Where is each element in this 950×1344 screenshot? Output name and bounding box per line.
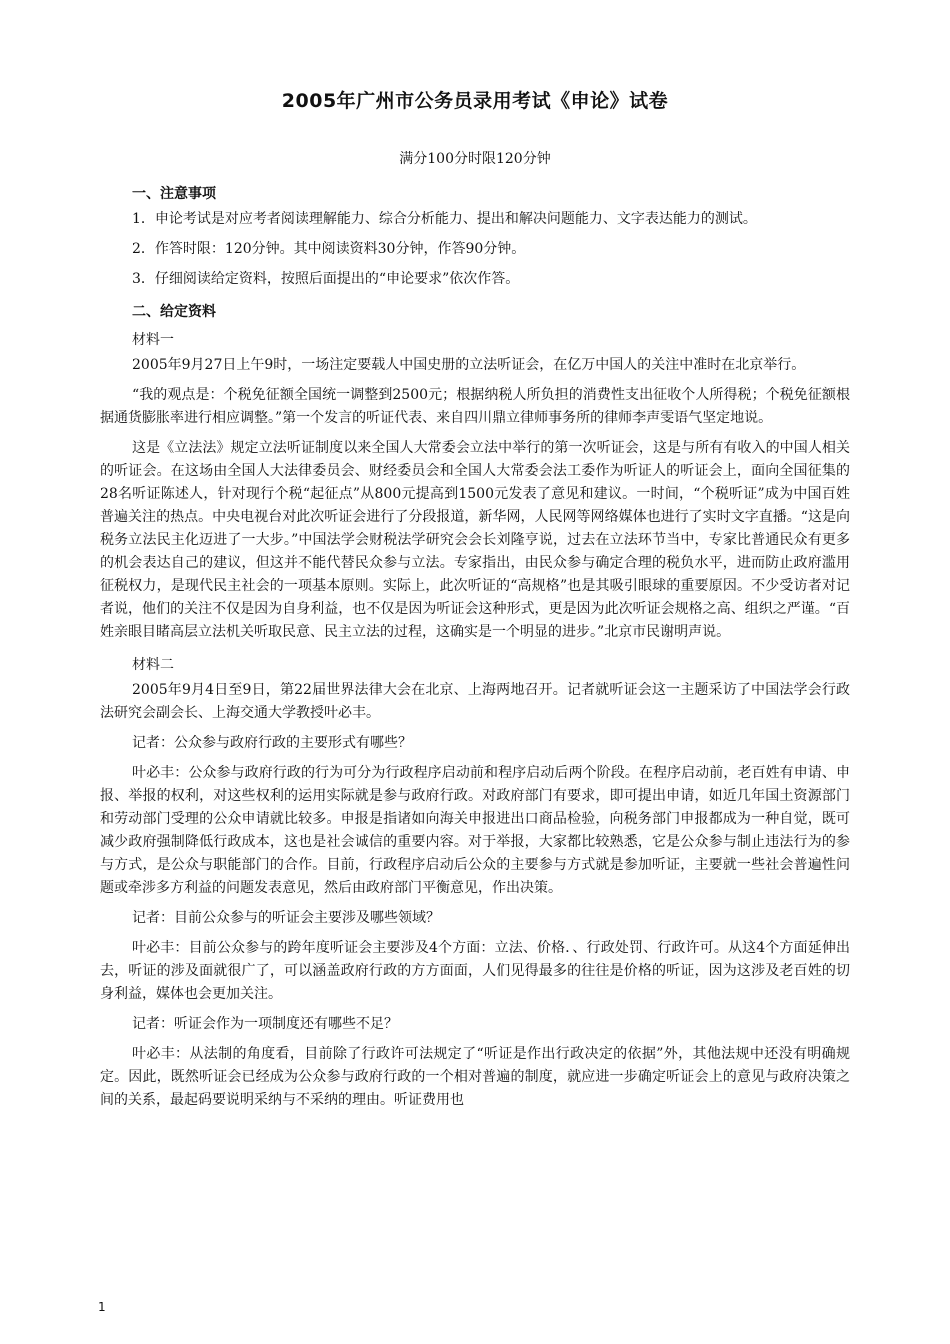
interview-answer: 叶必丰：目前公众参与的跨年度听证会主要涉及4个方面：立法、价格．、行政处罚、行政许可。从这4个方面延伸出去，听证的涉及面就很广了，可以涵盖政府行政的方方面面，人们见得最多的往往是价格的听证，因为这涉及老百姓的切身利益，媒体也会更加关注。 [100, 940, 850, 1002]
exam-info: 满分100分时限120分钟 [399, 151, 551, 167]
notice-item: 2．作答时限：120分钟。其中阅读资料30分钟，作答90分钟。 [132, 241, 526, 257]
document-title: 2005年广州市公务员录用考试《申论》试卷 [281, 90, 669, 112]
interview-answer: 叶必丰：公众参与政府行政的行为可分为行政程序启动前和程序启动后两个阶段。在程序启动前，老百姓有申请、申报、举报的权利，对这些权利的运用实际就是参与政府行政。对政府部门有要求，即可提出申请，如近几年国土资源部门和劳动部门受理的公众申请就比较多。申报是指诸如向海关申报进出口商品检验，向税务部门申报都成为一种自觉，既可减少政府强制降低行政成本，这也是社会诚信的重要内容。对于举报，大家都比较熟悉，它是公众参与制止违法行为的参与方式，是公众与职能部门的合作。目前，行政程序启动后公众的主要参与方式就是参加听证，主要就一些社会普遍性问题或牵涉多方利益的问题发表意见，然后由政府部门平衡意见，作出决策。 [100, 765, 850, 896]
paragraph: 2005年9月4日至9日，第22届世界法律大会在北京、上海两地召开。记者就听证会这一主题采访了中国法学会行政法研究会副会长、上海交通大学教授叶必丰。 [100, 682, 850, 721]
notice-item: 1．申论考试是对应考者阅读理解能力、综合分析能力、提出和解决问题能力、文字表达能力的测试。 [132, 211, 757, 227]
interview-answer: 叶必丰：从法制的角度看，目前除了行政许可法规定了“听证是作出行政决定的依据”外，其他法规中还没有明确规定。因此，既然听证会已经成为公众参与政府行政的一个相对普遍的制度，就应进一步确定听证会上的意见与政府决策之间的关系，最起码要说明采纳与不采纳的理由。听证费用也 [100, 1046, 850, 1108]
interview-question: 记者：公众参与政府行政的主要形式有哪些？ [132, 735, 412, 751]
paragraph: “我的观点是：个税免征额全国统一调整到2500元；根据纳税人所负担的消费性支出征收个人所得税；个税免征额根据通货膨胀率进行相应调整。”第一个发言的听证代表、来自四川鼎立律师事务所的律师李声雯语气坚定地说。 [100, 387, 850, 426]
interview-question: 记者：听证会作为一项制度还有哪些不足？ [132, 1016, 398, 1032]
interview-question: 记者：目前公众参与的听证会主要涉及哪些领域？ [132, 910, 440, 926]
material-label: 材料一 [132, 332, 174, 348]
material-label: 材料二 [132, 657, 174, 673]
paragraph: 2005年9月27日上午9时，一场注定要载人中国史册的立法听证会，在亿万中国人的关注中准时在北京举行。 [132, 357, 806, 373]
document-body [100, 180, 850, 1119]
paragraph: 这是《立法法》规定立法听证制度以来全国人大常委会立法中举行的第一次听证会，这是与所有有收入的中国人相关的听证会。在这场由全国人大法律委员会、财经委员会和全国人大常委会法工委作为听证人的听证会上，面向全国征集的28名听证陈述人，针对现行个税“起征点”从800元提高到1500元发表了意见和建议。一时间，“个税听证”成为中国百姓普遍关注的热点。中央电视台对此次听证会进行了分段报道，新华网，人民网等网络媒体也进行了实时文字直播。“这是向税务立法民主化迈进了一大步。”中国法学会财税法学研究会会长刘隆亨说，过去在立法环节当中，专家比普通民众有更多的机会表达自己的建议，但这并不能代替民众参与立法。专家指出，由民众参与确定合理的税负水平，进而防止政府滥用征税权力，是现代民主社会的一项基本原则。实际上，此次听证的“高规格”也是其吸引眼球的重要原因。不少受访者对记者说，他们的关注不仅是因为自身利益，也不仅是因为听证会这种形式，更是因为此次听证会规格之高、组织之严谨。“百姓亲眼目睹高层立法机关听取民意、民主立法的过程，这确实是一个明显的进步。”北京市民谢明声说。 [100, 440, 850, 640]
page-number: 1 [98, 1300, 106, 1314]
section-heading-notices: 一、注意事项 [132, 186, 216, 202]
section-heading-materials: 二、给定资料 [132, 304, 216, 320]
notice-item: 3．仔细阅读给定资料，按照后面提出的“申论要求”依次作答。 [132, 271, 520, 287]
